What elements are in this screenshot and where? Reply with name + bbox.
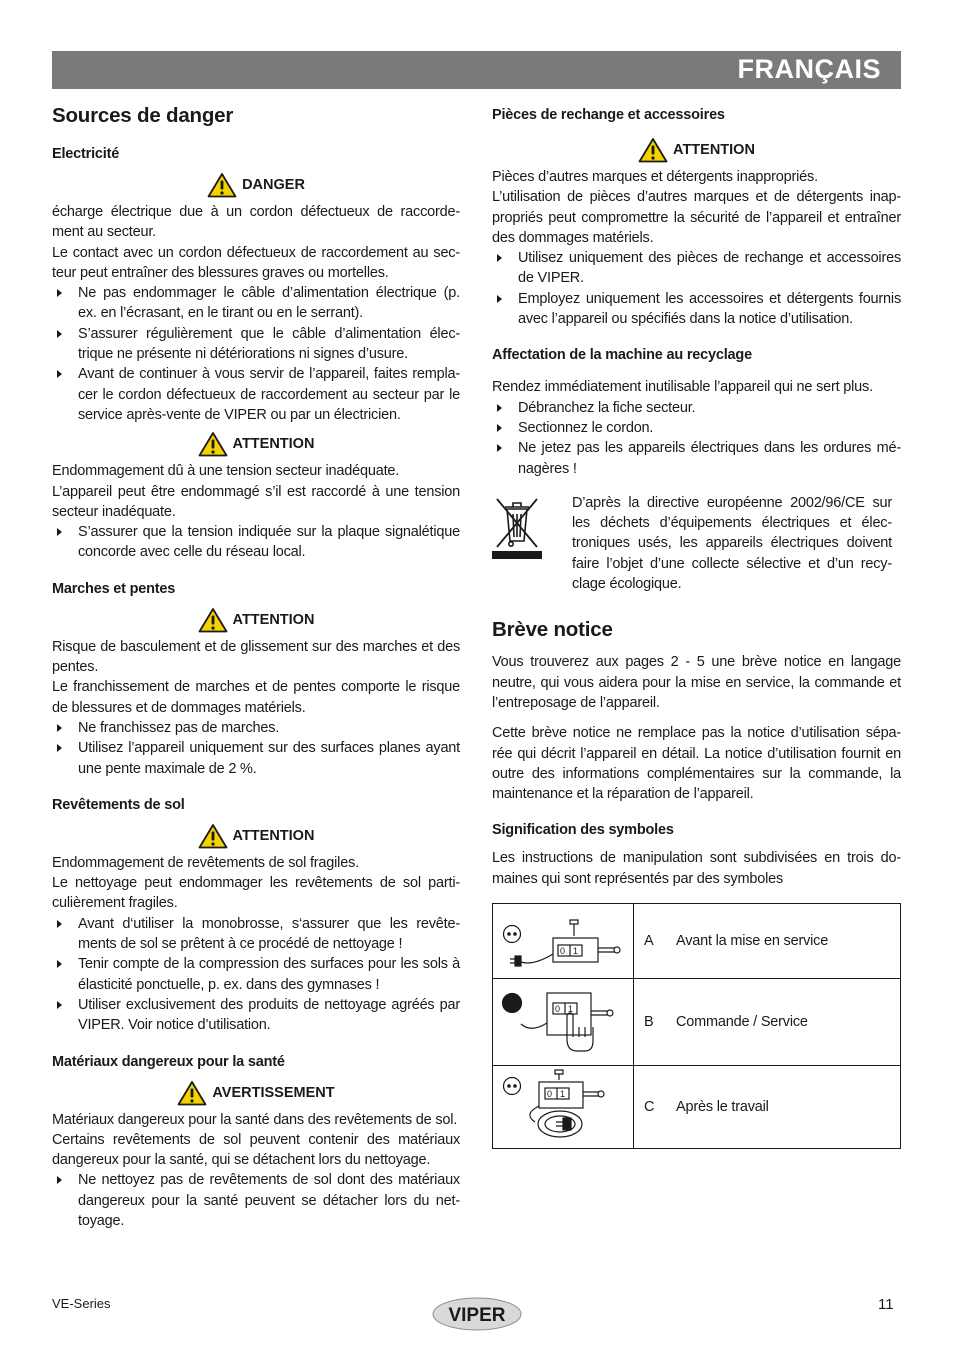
list-item: Ne nettoyez pas de revêtements de sol dont des matériaux dangereux pour la santé peuvent se détacher lors du net-toyage. (52, 1170, 460, 1231)
symbol-cell (493, 904, 634, 979)
svg-text:0: 0 (547, 1089, 553, 1100)
warning-label: ATTENTION (232, 436, 315, 453)
paragraph: Le franchissement de marches et de pentes comporte le risque de blessures et de dommages matériels. (52, 679, 460, 716)
paragraph: Rendez immédiatement inutilisable l’appareil qui ne sert plus. (492, 379, 873, 396)
list-item: S’assurer régulièrement que le câble d’alimentation élec-trique ne présente ni détériorations ni signes d’usure. (52, 324, 460, 365)
list-item: Utiliser exclusivement des produits de nettoyage agréés par VIPER. Voir notice d’utilisation. (52, 995, 460, 1036)
warning-danger (52, 172, 460, 198)
warning-triangle-icon (198, 607, 228, 633)
list-item: Tenir compte de la compression des surfaces pour les sols à élasticité ponctuelle, p. ex. dans des gymnases ! (52, 954, 460, 995)
subtitle-revetements: Revêtements de sol (52, 796, 185, 813)
list-item: S’assurer que la tension indiquée sur la plaque signalétique concorde avec celle du réseau local. (52, 522, 460, 563)
symbol-description (634, 904, 901, 979)
subtitle-electricite: Electricité (52, 146, 120, 162)
viper-logo (432, 1297, 522, 1331)
paragraph: L’appareil peut être endommagé s’il est raccordé à une tension secteur inadéquate. (52, 483, 460, 520)
operation-icon (493, 979, 631, 1060)
paragraph: L’utilisation de pièces d’autres marques et de détergents inap-propriés peut compromettre la sécurité de l’appareil et entraîner des dommages matériels. (492, 189, 901, 246)
subtitle-pieces: Pièces de rechange et accessoires (492, 107, 725, 123)
bullet-list (52, 283, 460, 425)
symbol-text: Après le travail (676, 1099, 769, 1116)
footer-series: VE-Series (52, 1296, 111, 1311)
symbol-letter: B (644, 1014, 654, 1031)
warning-attention (52, 823, 460, 849)
warning-label: AVERTISSEMENT (212, 1084, 335, 1101)
page-number: 11 (878, 1296, 894, 1313)
crossed-bin-icon (492, 493, 542, 561)
svg-text:0: 0 (560, 946, 566, 957)
warning-triangle-icon (207, 172, 237, 198)
table-row (493, 904, 901, 979)
symbols-table (492, 903, 901, 1149)
list-item: Avant de continuer à vous servir de l’appareil, faites rempla-cer le cordon défectueux de raccordement au secteur par le service après-vente de VIPER ou par un électricien. (52, 364, 460, 425)
svg-text:1: 1 (568, 1004, 574, 1015)
subtitle-symboles: Signification des symboles (492, 822, 674, 839)
warning-attention (52, 607, 460, 633)
section-title-sources: Sources de danger (52, 104, 234, 127)
paragraph: Endommagement de revêtements de sol fragiles. (52, 854, 359, 871)
symbol-letter: A (644, 933, 654, 950)
paragraph: Les instructions de manipulation sont subdivisées en trois do-maines qui sont représentés par des symboles (492, 850, 901, 887)
symbol-cell (493, 1066, 634, 1149)
bullet-list (52, 914, 460, 1036)
warning-triangle-icon (198, 431, 228, 457)
svg-text:1: 1 (560, 1089, 566, 1100)
warning-label: ATTENTION (673, 142, 755, 158)
paragraph: Le contact avec un cordon défectueux de raccordement au sec-teur peut entraîner des blessures graves ou mortelles. (52, 244, 460, 281)
list-item: Ne franchissez pas de marches. (52, 718, 460, 738)
header-bar (52, 51, 901, 89)
bullet-list (52, 718, 460, 779)
list-item: Utilisez uniquement des pièces de rechange et accessoires de VIPER. (492, 248, 901, 289)
paragraph: Matériaux dangereux pour la santé dans des revêtements de sol. (52, 1111, 458, 1128)
svg-text:1: 1 (573, 946, 579, 957)
paragraph: Risque de basculement et de glissement sur des marches et des pentes. (52, 638, 460, 676)
symbol-letter: C (644, 1099, 655, 1116)
warning-triangle-icon (198, 823, 228, 849)
table-row (493, 1066, 901, 1149)
symbol-description (634, 979, 901, 1066)
symbol-cell (493, 979, 634, 1066)
after-work-icon (493, 1066, 631, 1143)
symbol-description (634, 1066, 901, 1149)
paragraph: Endommagement dû à une tension secteur inadéquate. (52, 463, 400, 480)
table-row (493, 979, 901, 1066)
warning-label: ATTENTION (232, 611, 315, 628)
list-item: Ne pas endommager le câble d’alimentation électrique (p. ex. en l’écrasant, en le tirant ou en le serrant). (52, 283, 460, 324)
subtitle-recyclage: Affectation de la machine au recyclage (492, 347, 752, 364)
list-item: Sectionnez le cordon. (492, 418, 901, 438)
warning-attention (492, 137, 901, 163)
warning-label: ATTENTION (232, 827, 315, 844)
warning-triangle-icon (638, 137, 668, 163)
paragraph: Pièces d’autres marques et détergents inappropriés. (492, 169, 818, 185)
weee-text: D’après la directive européenne 2002/96/CE sur les déchets d’équipements électriques et élec-troniques usés, les appareils électriques doivent faire l’objet d’une collecte sélective et d’un recy-clage écologique. (572, 494, 892, 593)
list-item: Employez uniquement les accessoires et détergents fournis avec l’appareil ou spécifiés dans la notice d’utilisation. (492, 289, 901, 330)
before-start-icon (493, 904, 631, 973)
page-language-title: FRANÇAIS (737, 54, 881, 84)
list-item: Avant d‘utiliser la monobrosse, s‘assurer que les revête-ments de sol se prêtent à ce procédé de nettoyage ! (52, 914, 460, 955)
paragraph: Certains revêtements de sol peuvent contenir des matériaux dangereux pour la santé, qui se détachent lors du nettoyage. (52, 1131, 460, 1169)
list-item: Ne jetez pas les appareils électriques dans les ordures mé-nagères ! (492, 438, 901, 479)
right-column (492, 107, 901, 1149)
symbol-text: Commande / Service (676, 1014, 808, 1031)
bullet-list (52, 522, 460, 563)
paragraph: Cette brève notice ne remplace pas la notice d’utilisation sépa-rée qui décrit l’appareil en détail. La notice d’utilisation fournit en outre des informations complémentaires sur la commande, la maintenance et la réparation de l’appareil. (492, 725, 901, 803)
warning-label: DANGER (242, 177, 305, 193)
svg-text:0: 0 (555, 1004, 561, 1015)
subtitle-marches: Marches et pentes (52, 580, 176, 597)
list-item: Débranchez la fiche secteur. (492, 398, 901, 418)
paragraph: écharge électrique due à un cordon défectueux de raccorde-ment au secteur. (52, 204, 460, 241)
paragraph: Le nettoyage peut endommager les revêtements de sol parti-culièrement fragiles. (52, 875, 460, 912)
weee-notice (492, 493, 901, 594)
warning-triangle-icon (177, 1080, 207, 1106)
bullet-list (52, 1170, 460, 1231)
list-item: Utilisez l’appareil uniquement sur des surfaces planes ayant une pente maximale de 2 %. (52, 738, 460, 779)
paragraph: Vous trouverez aux pages 2 - 5 une brève notice en langage neutre, qui vous aidera pour la mise en service, la commande et l’entreposage de l’appareil. (492, 654, 901, 711)
symbol-text: Avant la mise en service (676, 933, 829, 950)
bullet-list (492, 398, 901, 479)
viper-logo-text: VIPER (448, 1305, 506, 1326)
subtitle-materiaux: Matériaux dangereux pour la santé (52, 1053, 285, 1070)
section-title-notice: Brève notice (492, 618, 613, 642)
bullet-list (492, 248, 901, 329)
warning-attention (52, 431, 460, 457)
warning-avertissement (52, 1080, 460, 1106)
left-column (52, 104, 460, 1231)
